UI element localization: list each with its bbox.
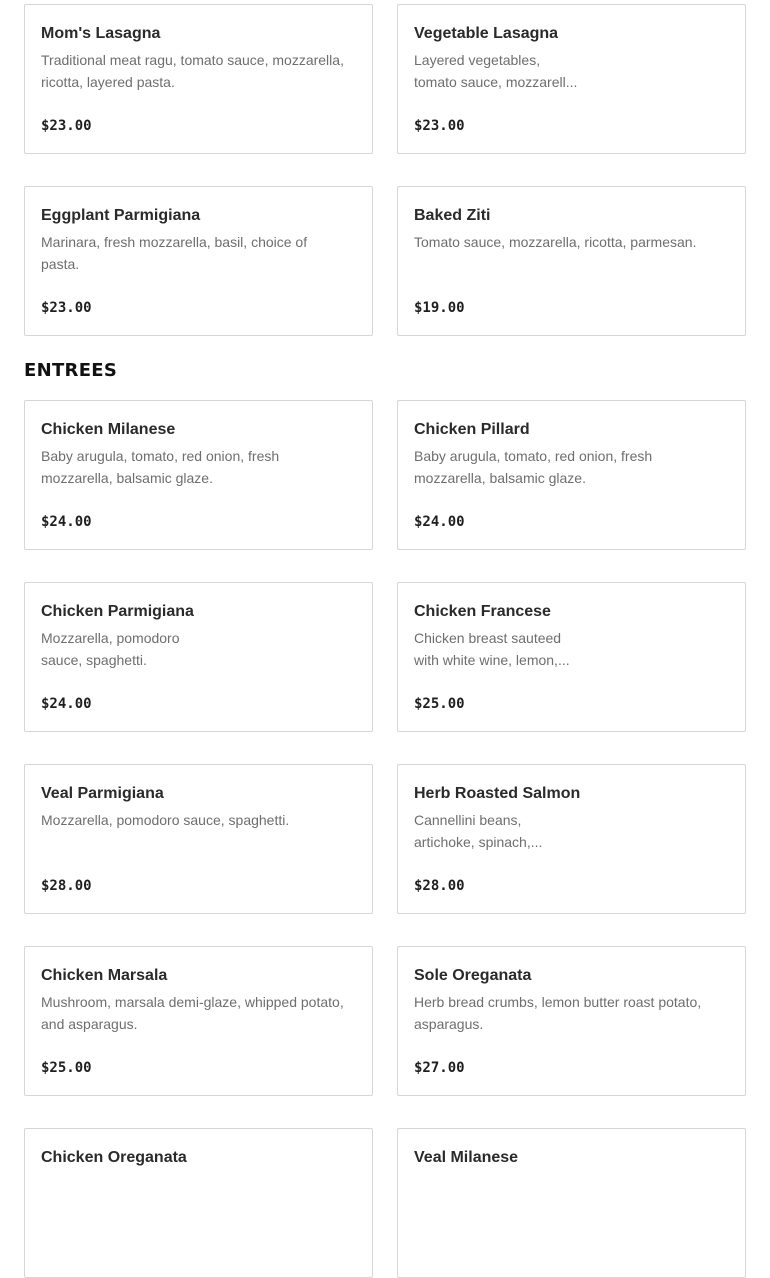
menu-item-price: $28.00 bbox=[414, 878, 465, 894]
menu-item-name: Sole Oreganata bbox=[414, 967, 532, 984]
menu-item-name: Chicken Pillard bbox=[414, 421, 530, 438]
menu-item-description: Chicken breast sauteed with white wine, lemon,... bbox=[414, 630, 570, 668]
menu-item-card[interactable] bbox=[397, 946, 746, 1096]
menu-item-price: $24.00 bbox=[41, 696, 92, 712]
menu-item-card[interactable] bbox=[24, 582, 373, 732]
menu-item-price: $19.00 bbox=[414, 300, 465, 316]
menu-item-card[interactable] bbox=[397, 400, 746, 550]
menu-item-card[interactable] bbox=[24, 946, 373, 1096]
menu-item-name: Chicken Oreganata bbox=[41, 1149, 187, 1166]
section-title-entrees: ENTREES bbox=[24, 360, 118, 381]
menu-item-price: $25.00 bbox=[414, 696, 465, 712]
menu-item-price: $23.00 bbox=[414, 118, 465, 134]
menu-item-card[interactable] bbox=[24, 4, 373, 154]
menu-item-name: Herb Roasted Salmon bbox=[414, 785, 581, 802]
menu-item-card[interactable] bbox=[24, 764, 373, 914]
menu-item-card[interactable] bbox=[397, 582, 746, 732]
menu-item-name: Veal Parmigiana bbox=[41, 785, 164, 802]
menu-item-description: Mushroom, marsala demi-glaze, whipped potato, and asparagus. bbox=[41, 994, 344, 1032]
menu-item-description: Baby arugula, tomato, red onion, fresh mozzarella, balsamic glaze. bbox=[41, 448, 280, 486]
menu-item-description: Cannellini beans, artichoke, spinach,... bbox=[414, 812, 543, 850]
menu-item-card[interactable] bbox=[24, 186, 373, 336]
menu-item-name: Veal Milanese bbox=[414, 1149, 519, 1166]
menu-item-description: Layered vegetables, tomato sauce, mozzarell... bbox=[414, 52, 578, 90]
menu-item-name: Chicken Marsala bbox=[41, 967, 168, 984]
menu-item-price: $23.00 bbox=[41, 118, 92, 134]
menu-item-description: Mozzarella, pomodoro sauce, spaghetti. bbox=[41, 812, 290, 828]
menu-grid-top bbox=[24, 4, 746, 336]
menu-item-name: Chicken Parmigiana bbox=[41, 603, 194, 620]
menu-item-description: Traditional meat ragu, tomato sauce, mozzarella, ricotta, layered pasta. bbox=[41, 52, 344, 90]
menu-item-name: Chicken Francese bbox=[414, 603, 551, 620]
menu-item-price: $24.00 bbox=[41, 514, 92, 530]
menu-item-card[interactable] bbox=[397, 186, 746, 336]
menu-item-name: Mom's Lasagna bbox=[41, 25, 161, 42]
menu-item-price: $25.00 bbox=[41, 1060, 92, 1076]
menu-item-name: Chicken Milanese bbox=[41, 421, 176, 438]
menu-item-price: $24.00 bbox=[414, 514, 465, 530]
menu-item-card[interactable] bbox=[24, 400, 373, 550]
menu-item-name: Baked Ziti bbox=[414, 207, 491, 224]
menu-item-description: Herb bread crumbs, lemon butter roast potato, asparagus. bbox=[414, 994, 702, 1032]
menu-grid-entrees bbox=[24, 400, 746, 1278]
menu-item-description: Mozzarella, pomodoro sauce, spaghetti. bbox=[41, 630, 180, 668]
menu-item-price: $23.00 bbox=[41, 300, 92, 316]
menu-item-card[interactable] bbox=[397, 4, 746, 154]
menu-item-card[interactable] bbox=[24, 1128, 373, 1278]
menu-item-description: Marinara, fresh mozzarella, basil, choice of pasta. bbox=[41, 234, 308, 272]
menu-item-price: $27.00 bbox=[414, 1060, 465, 1076]
menu-item-description: Baby arugula, tomato, red onion, fresh mozzarella, balsamic glaze. bbox=[414, 448, 653, 486]
menu-item-description: Tomato sauce, mozzarella, ricotta, parmesan. bbox=[414, 234, 697, 250]
menu-item-name: Vegetable Lasagna bbox=[414, 25, 559, 42]
menu-item-card[interactable] bbox=[397, 1128, 746, 1278]
menu-item-price: $28.00 bbox=[41, 878, 92, 894]
menu-item-card[interactable] bbox=[397, 764, 746, 914]
menu-item-name: Eggplant Parmigiana bbox=[41, 207, 201, 224]
